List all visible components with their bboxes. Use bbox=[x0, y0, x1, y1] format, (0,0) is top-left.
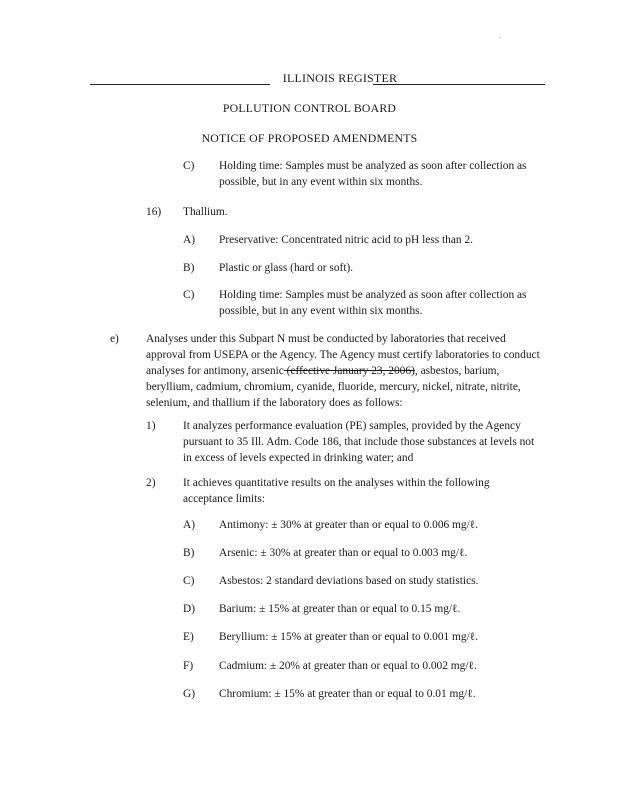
paragraph-text-start: Analyses under this Subpart N must be conducted by laboratories that received approval from USEPA or the Agency. The Agency must certify laboratories to conduct analyses for antimony, arsenic bbox=[146, 333, 540, 377]
notice-title: NOTICE OF PROPOSED AMENDMENTS bbox=[201, 131, 418, 145]
item-text: Cadmium: ± 20% at greater than or equal to 0.002 mg/ℓ. bbox=[219, 660, 477, 672]
header-rule-right bbox=[373, 84, 545, 85]
item-label: C) bbox=[183, 289, 195, 301]
item-text: Plastic or glass (hard or soft). bbox=[219, 262, 354, 274]
scan-speck: . bbox=[499, 31, 501, 40]
item-text: Beryllium: ± 15% at greater than or equal to 0.001 mg/ℓ. bbox=[219, 631, 479, 643]
register-title: ILLINOIS REGISTER bbox=[282, 71, 398, 85]
paragraph-text-end: , asbestos, barium, beryllium, cadmium, chromium, cyanide, fluoride, mercury, nickel, nitrate, nitrite, selenium, and thallium if the laboratory does as follows: bbox=[146, 365, 521, 409]
item-text: Asbestos: 2 standard deviations based on study statistics. bbox=[219, 575, 479, 587]
item-label: C) bbox=[183, 160, 195, 172]
item-label: D) bbox=[183, 603, 196, 615]
board-name: POLLUTION CONTROL BOARD bbox=[222, 101, 397, 115]
item-label: 2) bbox=[146, 477, 156, 489]
item-text: Thallium. bbox=[183, 206, 228, 218]
item-label: G) bbox=[183, 688, 196, 700]
item-label: A) bbox=[183, 234, 196, 246]
item-label: C) bbox=[183, 575, 195, 587]
item-text: Preservative: Concentrated nitric acid to pH less than 2. bbox=[219, 234, 473, 246]
item-label: 1) bbox=[146, 420, 156, 432]
item-label: A) bbox=[183, 519, 196, 531]
item-text: It achieves quantitative results on the analyses within the following acceptance limits: bbox=[183, 477, 490, 505]
item-text: Holding time: Samples must be analyzed as soon after collection as possible, but in any event within six months. bbox=[219, 160, 527, 188]
register-header bbox=[90, 70, 545, 88]
item-label: B) bbox=[183, 547, 195, 559]
header-rule-left bbox=[90, 84, 270, 85]
item-label: e) bbox=[110, 333, 119, 345]
item-label: B) bbox=[183, 262, 195, 274]
item-label: 16) bbox=[146, 206, 162, 218]
item-text: Chromium: ± 15% at greater than or equal to 0.01 mg/ℓ. bbox=[219, 688, 476, 700]
item-text: Arsenic: ± 30% at greater than or equal to 0.003 mg/ℓ. bbox=[219, 547, 468, 559]
item-text bbox=[146, 331, 546, 411]
item-label: F) bbox=[183, 660, 194, 672]
item-label: E) bbox=[183, 631, 194, 643]
item-text: Barium: ± 15% at greater than or equal to 0.15 mg/ℓ. bbox=[219, 603, 461, 615]
item-text: It analyzes performance evaluation (PE) samples, provided by the Agency pursuant to 35 Ill. Adm. Code 186, that include those substances at levels not in excess of levels expected in drinking water; and bbox=[183, 420, 535, 464]
item-text: Antimony: ± 30% at greater than or equal to 0.006 mg/ℓ. bbox=[219, 519, 479, 531]
item-text: Holding time: Samples must be analyzed as soon after collection as possible, but in any event within six months. bbox=[219, 289, 527, 317]
struck-text: (effective January 23, 2006) bbox=[283, 365, 415, 377]
